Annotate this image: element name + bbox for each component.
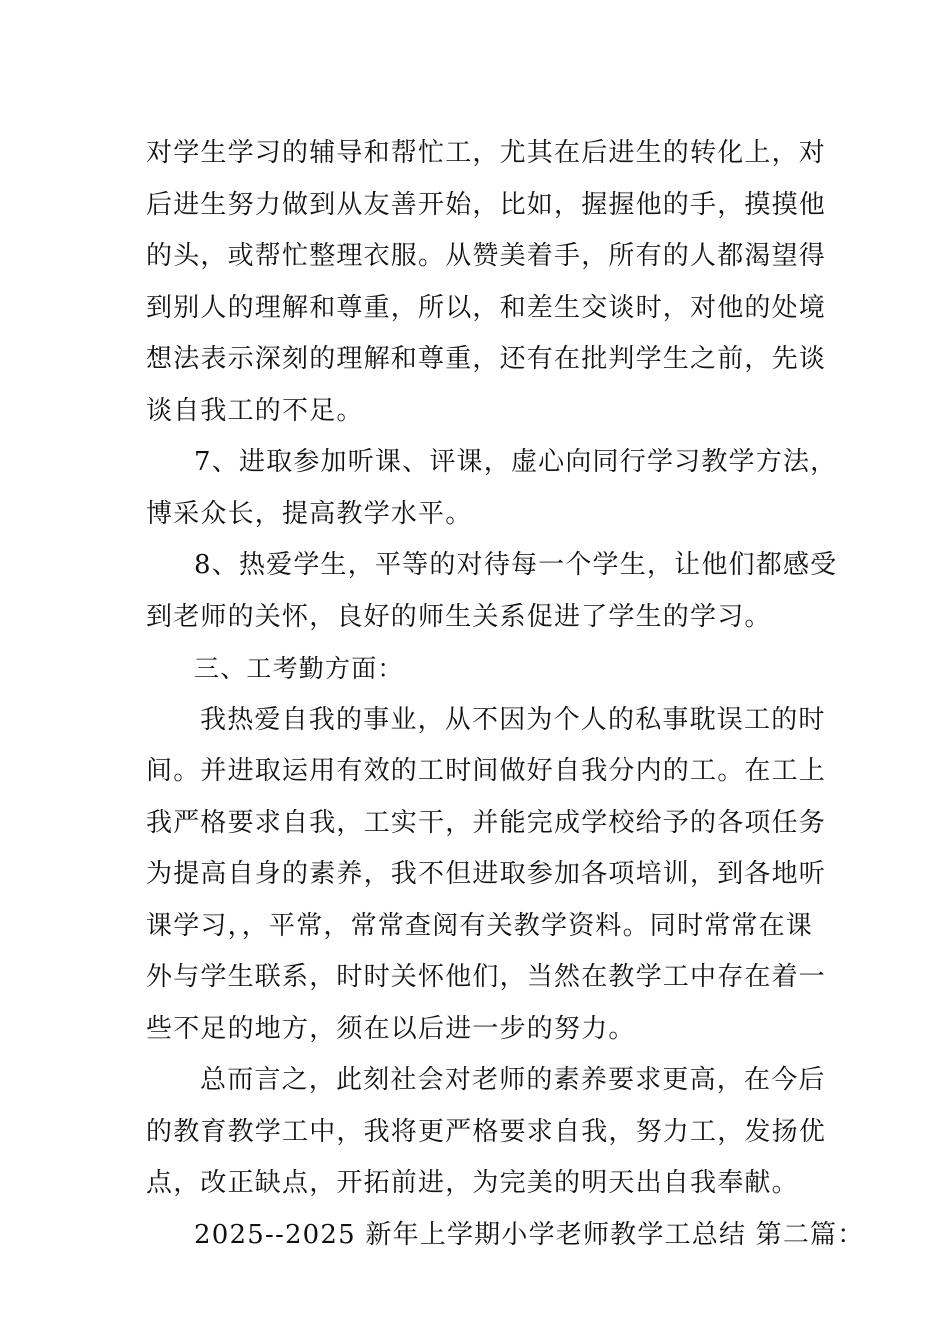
text-line: 间。并进取运用有效的工时间做好自我分内的工。在工上: [146, 756, 827, 786]
text-line: 的教育教学工中，我将更严格要求自我，努力工，发扬优: [146, 1116, 827, 1147]
text-line: 后进生努力做到从友善开始，比如，握握他的手，摸摸他: [146, 189, 827, 220]
list-item-8: 8、热爱学生，平等的对待每一个学生，让他们都感受: [194, 550, 838, 580]
document-body: [146, 128, 865, 1261]
text-line: 谈自我工的不足。: [146, 395, 364, 426]
next-article-title: 2025--2025 新年上学期小学老师教学工总结 第二篇：: [194, 1219, 865, 1250]
text-line: 到老师的关怀，良好的师生关系促进了学生的学习。: [146, 601, 772, 632]
text-line: 我严格要求自我，工实干，并能完成学校给予的各项任务: [146, 807, 827, 838]
text-line: 课学习，，平常，常常查阅有关教学资料。同时常常在课: [146, 910, 814, 941]
text-line: 对学生学习的辅导和帮忙工，尤其在后进生的转化上，对: [146, 138, 827, 168]
section-heading: 三、工考勤方面：: [194, 654, 404, 683]
text-line: 外与学生联系，时时关怀他们，当然在教学工中存在着一: [146, 962, 827, 992]
paragraph-start: 总而言之，此刻社会对老师的素养要求更高，在今后: [200, 1065, 826, 1095]
text-line: 的头，或帮忙整理衣服。从赞美着手，所有的人都渴望得: [146, 241, 827, 271]
text-line: 想法表示深刻的理解和尊重，还有在批判学生之前，先谈: [146, 344, 827, 374]
text-line: 为提高自身的素养，我不但进取参加各项培训，到各地听: [146, 859, 827, 889]
text-line: 点，改正缺点，开拓前进，为完美的明天出自我奉献。: [146, 1168, 799, 1198]
text-line: 到别人的理解和尊重，所以，和差生交谈时，对他的处境: [146, 292, 827, 323]
text-line: 些不足的地方，须在以后进一步的努力。: [146, 1013, 636, 1044]
text-line: 博采众长，提高教学水平。: [146, 498, 473, 529]
list-item-7: 7、进取参加听课、评课，虚心向同行学习教学方法，: [194, 447, 838, 477]
paragraph-start: 我热爱自我的事业，从不因为个人的私事耽误工的时: [200, 704, 826, 735]
